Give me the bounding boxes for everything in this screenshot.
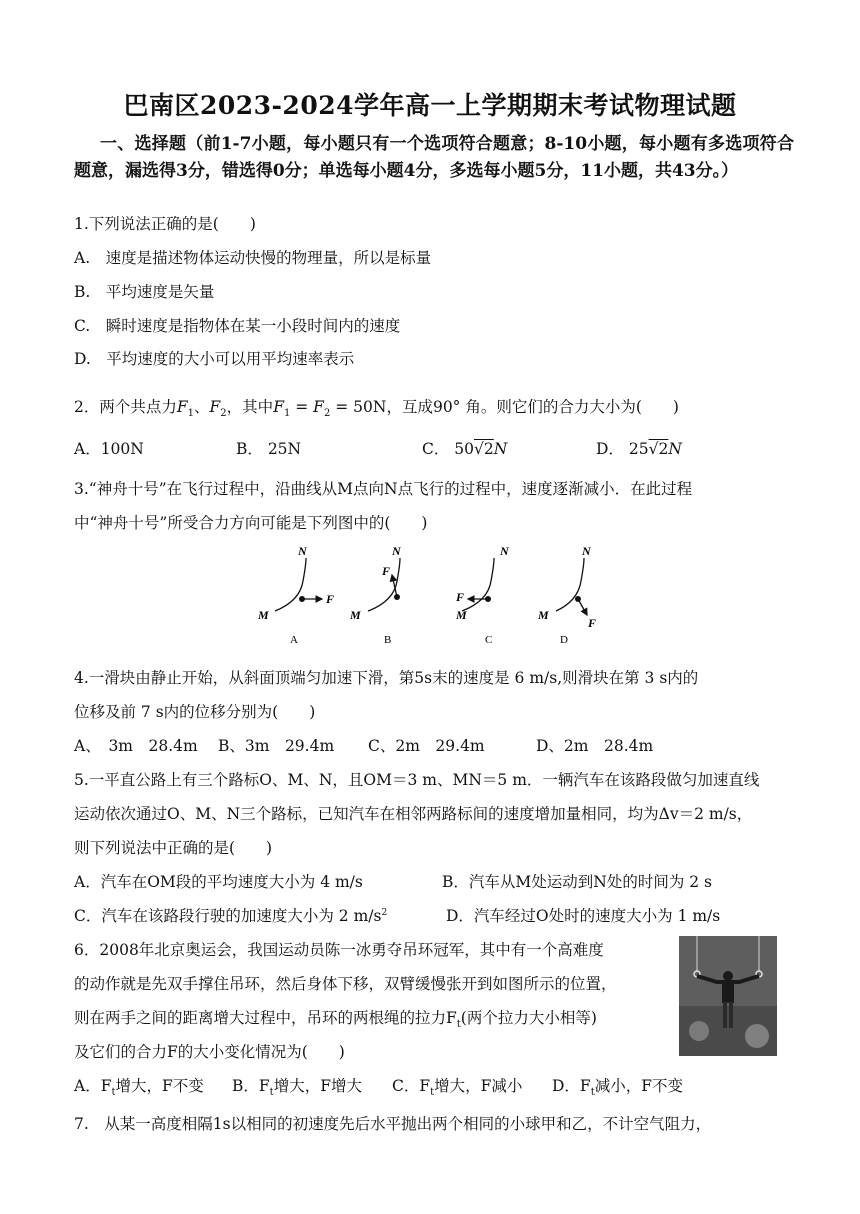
svg-text:M: M (538, 608, 549, 622)
q6-option-d: D．$F_t$减小，F不变 (552, 1077, 683, 1099)
section-heading: 一、选择题（前1-7小题，每小题只有一个选项符合题意；8-10小题，每小题有多选项符合题意，漏选得3分，错选得0分；单选每小题4分，多选每小题5分，11小题，共43分。） (74, 134, 794, 181)
q4-option-a: A、 3m 28.4m (74, 737, 198, 755)
q5-option-c: C．汽车在该路段行驶的加速度大小为 2 $m/s^2$ (74, 907, 388, 925)
svg-text:M: M (350, 608, 361, 622)
q6-option-b: B．$F_t$增大，F增大 (232, 1077, 362, 1099)
svg-text:N: N (582, 544, 591, 558)
q1-stem: 1.下列说法正确的是( ) (74, 215, 256, 233)
q6-option-c: C．$F_t$增大，F减小 (392, 1077, 523, 1099)
q2-option-a: A．100N (74, 440, 144, 458)
diagram-option-b (349, 544, 402, 646)
q6-option-a: A．$F_t$增大，F不变 (74, 1077, 204, 1099)
q4-line-1: 4.一滑块由静止开始，从斜面顶端匀加速下滑，第5s末的速度是 6 m/s,则滑块在第 3 s内的 (74, 669, 699, 687)
q6-line-3: 则在两手之间的距离增大过程中，吊环的两根绳的拉力$F_t$(两个拉力大小相等) (74, 1009, 597, 1031)
q7-line-1: 7. 从某一高度相隔1s以相同的初速度先后水平抛出两个相同的小球甲和乙，不计空气阻力， (74, 1115, 712, 1133)
q2-option-b: B． 25N (236, 440, 302, 458)
q6-line-4: 及它们的合力F的大小变化情况为( ) (74, 1043, 345, 1061)
svg-text:F: F (382, 564, 391, 578)
q2-stem: 2．两个共点力$F_1$、$F_2$，其中$F_1 = F_2 = 50N$，互成90° 角。则它们的合力大小为( ) (74, 398, 679, 420)
page-title: 巴南区2023-2024学年高一上学期期末考试物理试题 (123, 91, 737, 120)
q1-option-a: A. 速度是描述物体运动快慢的物理量，所以是标量 (74, 249, 432, 267)
q4-option-c: C、2m 29.4m (368, 737, 485, 755)
svg-text:A: A (290, 634, 298, 646)
q4-option-b: B、3m 29.4m (218, 737, 335, 755)
q5-line-2: 运动依次通过O、M、N三个路标，已知汽车在相邻两路标间的速度增加量相同，均为Δv＝2 m/s， (74, 805, 753, 823)
svg-text:N: N (500, 544, 509, 558)
q3-line-2: 中“神舟十号”所受合力方向可能是下列图中的( ) (74, 514, 428, 532)
svg-text:C: C (485, 634, 493, 646)
svg-text:M: M (258, 608, 269, 622)
svg-text:F: F (588, 616, 597, 630)
svg-text:M: M (456, 608, 467, 622)
gymnast-photo (679, 936, 777, 1056)
q4-line-2: 位移及前 7 s内的位移分别为( ) (74, 703, 316, 721)
q5-option-d: D．汽车经过O处时的速度大小为 1 m/s (446, 907, 721, 925)
svg-text:D: D (560, 634, 568, 646)
q5-option-a: A．汽车在OM段的平均速度大小为 4 m/s (74, 873, 363, 891)
svg-text:F: F (326, 592, 335, 606)
q2-option-c: C． 50√2N (422, 440, 508, 458)
q5-line-3: 则下列说法中正确的是( ) (74, 839, 273, 857)
q4-option-d: D、2m 28.4m (536, 737, 654, 755)
q1-option-c: C. 瞬时速度是指物体在某一小段时间内的速度 (74, 317, 401, 335)
svg-text:B: B (384, 634, 392, 646)
q6-line-1: 6．2008年北京奥运会，我国运动员陈一冰勇夺吊环冠军，其中有一个高难度 (74, 941, 604, 959)
q6-line-2: 的动作就是先双手撑住吊环，然后身体下移，双臂缓慢张开到如图所示的位置， (74, 975, 617, 993)
q2-option-d: D． 25√2N (596, 440, 682, 458)
svg-text:N: N (298, 544, 307, 558)
diagram-option-d (537, 544, 596, 646)
diagram-option-a (257, 544, 334, 646)
trajectory-diagram (250, 543, 610, 653)
q1-option-b: B. 平均速度是矢量 (74, 283, 215, 301)
gymnast-rings-image (679, 936, 777, 1056)
svg-text:N: N (392, 544, 401, 558)
svg-text:F: F (456, 590, 465, 604)
diagram-option-c (455, 544, 510, 646)
q1-option-d: D. 平均速度的大小可以用平均速率表示 (74, 350, 355, 368)
q5-option-b: B．汽车从M处运动到N处的时间为 2 s (442, 873, 712, 891)
q5-line-1: 5.一平直公路上有三个路标O、M、N，且OM＝3 m、MN＝5 m．一辆汽车在该路段做匀加速直线 (74, 771, 760, 789)
q3-line-1: 3.“神舟十号”在飞行过程中，沿曲线从M点向N点飞行的过程中，速度逐渐减小．在此过程 (74, 480, 693, 498)
